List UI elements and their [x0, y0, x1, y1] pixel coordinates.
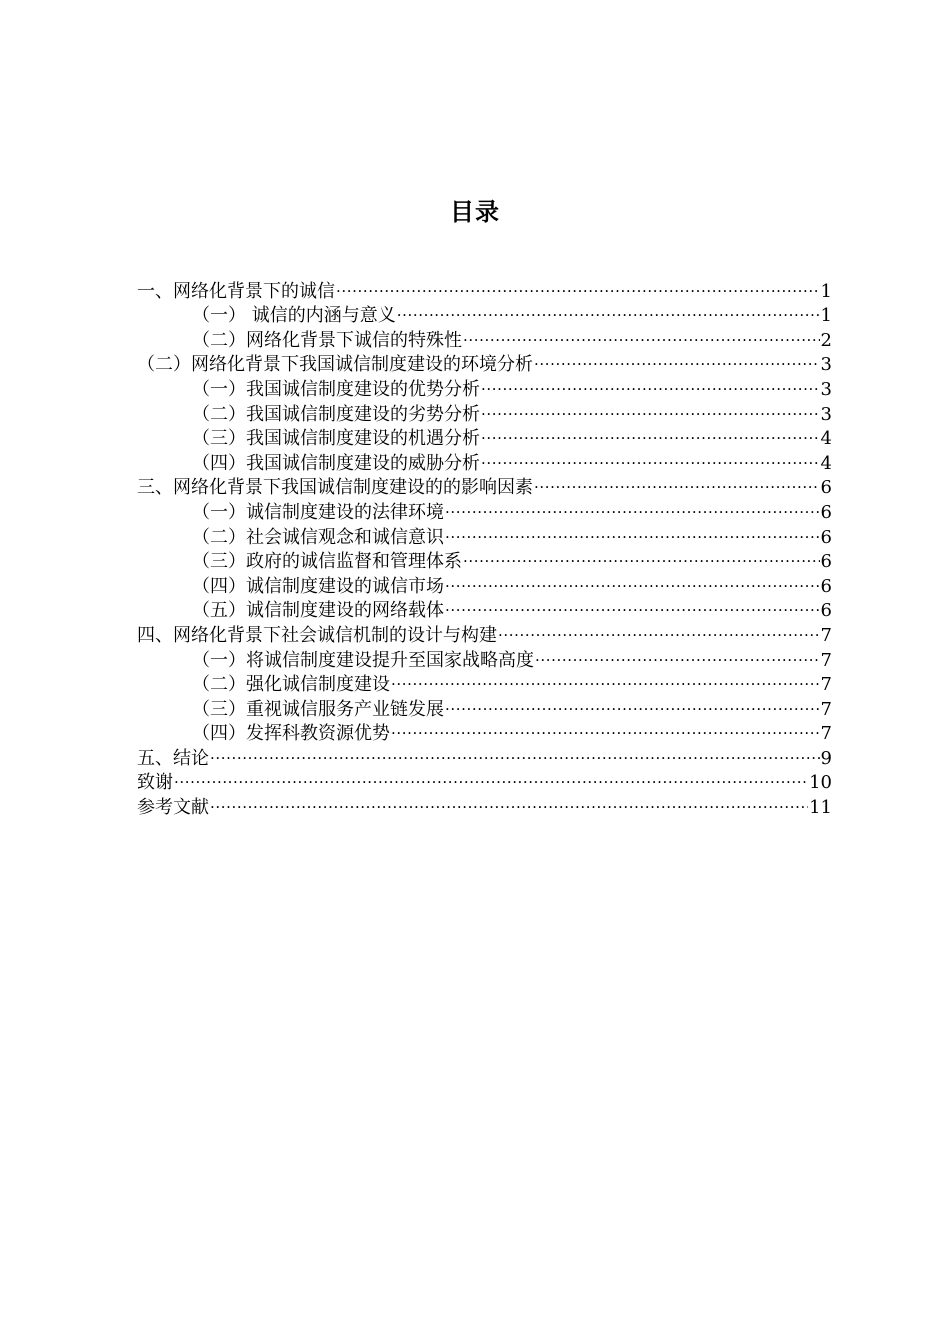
table-of-contents: [137, 272, 832, 819]
toc-leader-dots: [391, 715, 820, 740]
toc-entry-page: 6: [820, 526, 832, 548]
toc-entry-label: （三）重视诚信服务产业链发展: [192, 698, 444, 720]
toc-entry-label: （二）强化诚信制度建设: [192, 674, 390, 696]
toc-entry-label: 三、网络化背景下我国诚信制度建设的的影响因素: [137, 477, 533, 499]
toc-leader-dots: [481, 395, 820, 420]
toc-entry-page: 7: [820, 624, 832, 646]
toc-entry-label: （三）政府的诚信监督和管理体系: [192, 551, 462, 573]
toc-leader-dots: [498, 616, 820, 641]
toc-entry-page: 10: [809, 772, 832, 794]
toc-leader-dots: [534, 469, 820, 494]
toc-entry-label: （五）诚信制度建设的网络载体: [192, 600, 444, 622]
toc-entry-label: 致谢: [137, 772, 173, 794]
toc-entry[interactable]: [137, 764, 832, 794]
toc-entry[interactable]: [137, 739, 832, 769]
toc-leader-dots: [445, 493, 820, 518]
toc-entry-page: 3: [820, 378, 832, 400]
toc-entry-page: 6: [820, 501, 832, 523]
toc-entry-label: （四）诚信制度建设的诚信市场: [192, 575, 444, 597]
toc-entry-page: 2: [820, 329, 832, 351]
toc-entry-label: （二）网络化背景下诚信的特殊性: [192, 329, 462, 351]
toc-entry-label: 参考文献: [137, 797, 209, 819]
toc-entry-page: 7: [820, 674, 832, 696]
toc-leader-dots: [534, 346, 820, 371]
toc-leader-dots: [535, 641, 820, 666]
toc-entry-page: 6: [820, 600, 832, 622]
toc-leader-dots: [336, 272, 820, 297]
toc-entry-label: （一）诚信制度建设的法律环境: [192, 501, 444, 523]
toc-entry-label: （三）我国诚信制度建设的机遇分析: [192, 428, 480, 450]
toc-leader-dots: [445, 567, 820, 592]
toc-entry-label: 五、结论: [137, 747, 209, 769]
toc-leader-dots: [445, 592, 820, 617]
toc-entry-label: （二）网络化背景下我国诚信制度建设的环境分析: [137, 354, 533, 376]
toc-leader-dots: [445, 690, 820, 715]
toc-entry-label: （二）社会诚信观念和诚信意识: [192, 526, 444, 548]
toc-entry-page: 6: [820, 575, 832, 597]
toc-leader-dots: [481, 420, 820, 445]
toc-leader-dots: [397, 297, 820, 322]
toc-entry-page: 6: [820, 477, 832, 499]
toc-entry-page: 11: [809, 797, 832, 819]
toc-leader-dots: [210, 739, 820, 764]
toc-leader-dots: [174, 764, 808, 789]
toc-entry-page: 1: [820, 280, 832, 302]
toc-leader-dots: [445, 518, 820, 543]
toc-leader-dots: [391, 666, 820, 691]
toc-entry-label: （四）发挥科教资源优势: [192, 723, 390, 745]
toc-entry[interactable]: [137, 788, 832, 819]
toc-leader-dots: [481, 444, 820, 469]
toc-entry-label: 四、网络化背景下社会诚信机制的设计与构建: [137, 624, 497, 646]
toc-leader-dots: [481, 370, 820, 395]
toc-entry-label: 一、网络化背景下的诚信: [137, 280, 335, 302]
toc-entry-page: 3: [820, 354, 832, 376]
toc-entry-label: （四）我国诚信制度建设的威胁分析: [192, 452, 480, 474]
toc-entry-page: 1: [820, 305, 832, 327]
toc-entry[interactable]: [137, 272, 832, 302]
toc-entry-label: （一） 诚信的内涵与意义: [192, 305, 396, 327]
toc-entry-page: 7: [820, 698, 832, 720]
toc-entry-page: 7: [820, 649, 832, 671]
toc-leader-dots: [463, 543, 820, 568]
toc-entry-page: 4: [820, 428, 832, 450]
toc-entry-label: （二）我国诚信制度建设的劣势分析: [192, 403, 480, 425]
toc-leader-dots: [210, 788, 808, 813]
toc-entry-label: （一）我国诚信制度建设的优势分析: [192, 378, 480, 400]
toc-entry-page: 6: [820, 551, 832, 573]
toc-entry-page: 7: [820, 723, 832, 745]
toc-entry-page: 4: [820, 452, 832, 474]
toc-leader-dots: [463, 321, 820, 346]
toc-title: 目录: [450, 198, 500, 226]
toc-entry-page: 9: [820, 747, 832, 769]
toc-entry-label: （一）将诚信制度建设提升至国家战略高度: [192, 649, 534, 671]
toc-entry-page: 3: [820, 403, 832, 425]
